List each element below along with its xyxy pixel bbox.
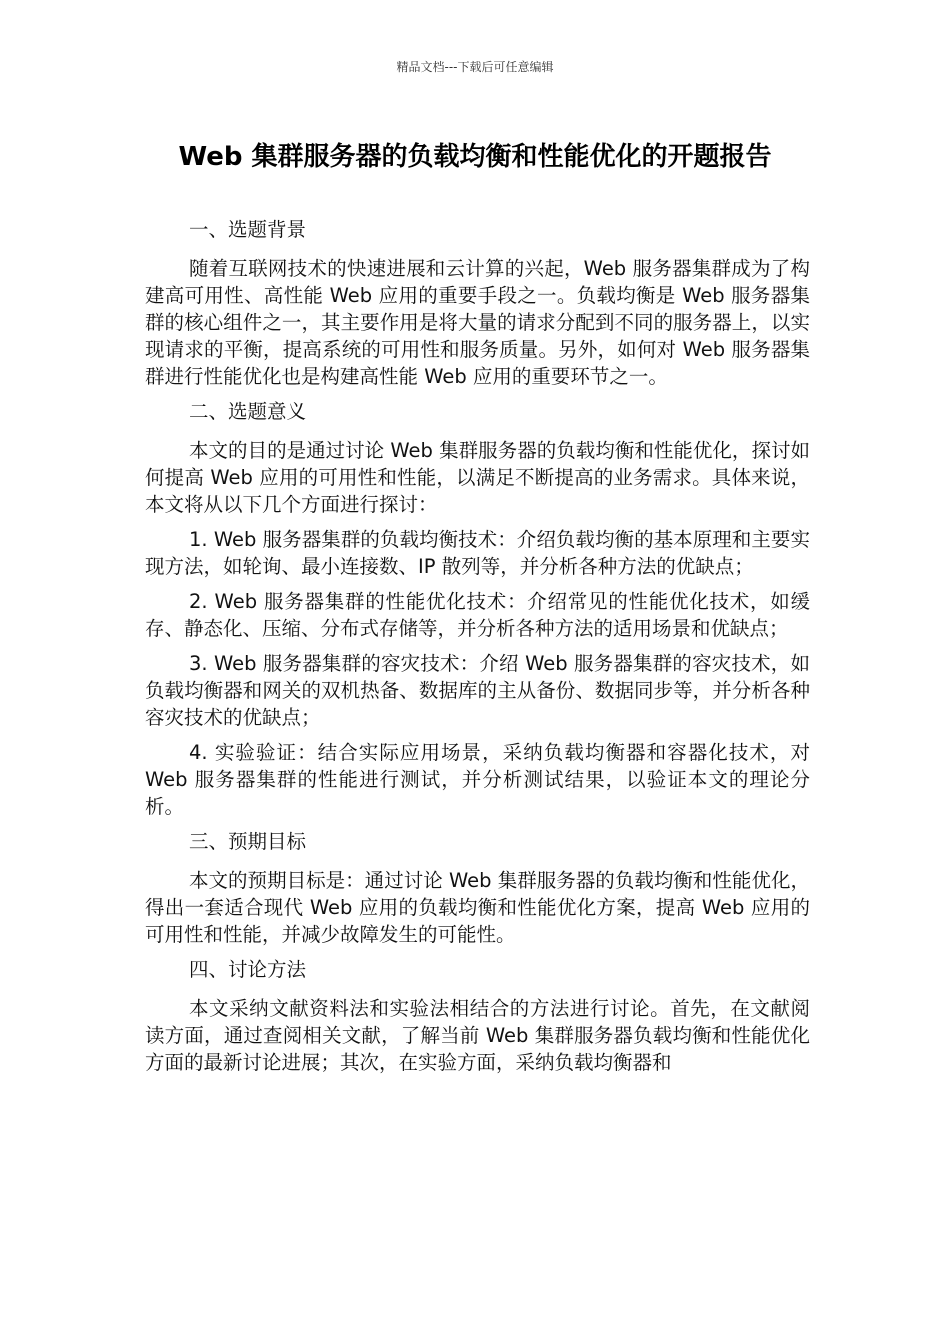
background-paragraph: 随着互联网技术的快速进展和云计算的兴起，Web 服务器集群成为了构建高可用性、高性能 Web 应用的重要手段之一。负载均衡是 Web 服务器集群的核心组件之一，其主要作用是将大量的请求分配到不同的服务器上，以实现请求的平衡，提高系统的可用性和服务质量。另外，如何对 Web 服务器集群进行性能优化也是构建高性能 Web 应用的重要环节之一。	[145, 257, 810, 388]
list-item-experiment-verification: 4. 实验验证：结合实际应用场景，采纳负载均衡器和容器化技术，对 Web 服务器集群的性能进行测试，并分析测试结果，以验证本文的理论分析。	[145, 741, 810, 818]
goals-paragraph: 本文的预期目标是：通过讨论 Web 集群服务器的负载均衡和性能优化，得出一套适合现代 Web 应用的负载均衡和性能优化方案，提高 Web 应用的可用性和性能，并减少故障发生的可能性。	[145, 869, 810, 946]
section-heading-significance: 二、选题意义	[189, 400, 307, 423]
list-item-disaster-recovery: 3. Web 服务器集群的容灾技术：介绍 Web 服务器集群的容灾技术，如负载均衡器和网关的双机热备、数据库的主从备份、数据同步等，并分析各种容灾技术的优缺点；	[145, 652, 810, 729]
document-title: Web 集群服务器的负载均衡和性能优化的开题报告	[178, 142, 772, 172]
document-body	[145, 216, 810, 1084]
page-header: 精品文档---下载后可任意编辑	[396, 60, 554, 74]
section-heading-goals: 三、预期目标	[189, 830, 307, 853]
section-heading-background: 一、选题背景	[189, 218, 307, 241]
significance-paragraph: 本文的目的是通过讨论 Web 集群服务器的负载均衡和性能优化，探讨如何提高 Web 应用的可用性和性能，以满足不断提高的业务需求。具体来说，本文将从以下几个方面进行探讨：	[145, 439, 810, 516]
list-item-load-balancing: 1. Web 服务器集群的负载均衡技术：介绍负载均衡的基本原理和主要实现方法，如轮询、最小连接数、IP 散列等，并分析各种方法的优缺点；	[145, 528, 810, 578]
methods-paragraph: 本文采纳文献资料法和实验法相结合的方法进行讨论。首先，在文献阅读方面，通过查阅相关文献，了解当前 Web 集群服务器负载均衡和性能优化方面的最新讨论进展；其次，在实验方面，采纳负载均衡器和	[145, 997, 810, 1074]
list-item-performance-optimization: 2. Web 服务器集群的性能优化技术：介绍常见的性能优化技术，如缓存、静态化、压缩、分布式存储等，并分析各种方法的适用场景和优缺点；	[145, 590, 810, 640]
section-heading-methods: 四、讨论方法	[189, 958, 307, 981]
